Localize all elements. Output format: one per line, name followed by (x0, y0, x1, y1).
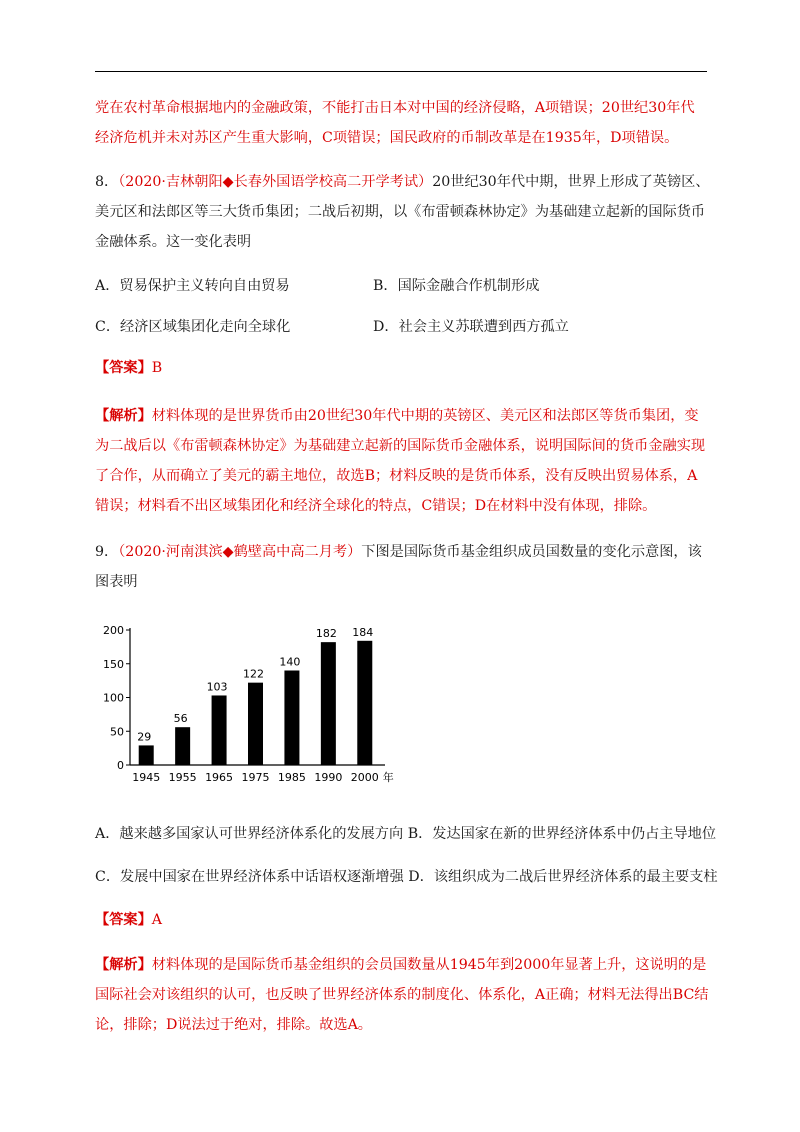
y-tick-label: 200 (103, 624, 124, 637)
option-d: D．社会主义苏联遭到西方孤立 (373, 319, 569, 335)
bar (321, 642, 336, 765)
option-a: A．贸易保护主义转向自由贸易 (95, 278, 290, 294)
option-b: B．国际金融合作机制形成 (373, 278, 540, 294)
analysis-text: 材料体现的是国际货币基金组织的会员国数量从1945年到2000年显著上升，这说明的是 (151, 957, 707, 973)
prev-analysis (95, 93, 707, 153)
bar-data-label: 103 (206, 680, 228, 694)
bar (284, 671, 299, 766)
question-number: 8． (95, 174, 119, 190)
x-tick-label: 1990 (314, 771, 343, 784)
analysis-text: 错误；材料看不出区域集团化和经济全球化的特点，C错误；D在材料中没有体现，排除。 (95, 498, 657, 514)
option-c-d: C．发展中国家在世界经济体系中话语权逐渐增强 D．该组织成为二战后世界经济体系的最主要支柱 (95, 869, 718, 885)
bar (248, 683, 263, 765)
analysis-text: 材料体现的是世界货币由20世纪30年代中期的英镑区、美元区和法郎区等货币集团，变 (151, 408, 699, 424)
question-8-answer (95, 353, 707, 383)
bar (175, 727, 190, 765)
question-text: 20世纪30年代中期，世界上形成了英镑区、 (432, 174, 710, 190)
bar-data-label: 56 (173, 712, 188, 726)
x-tick-label: 2000 (350, 771, 379, 784)
x-tick-label: 1945 (132, 771, 161, 784)
analysis-text: 论，排除；D说法过于绝对，排除。故选A。 (95, 1017, 372, 1033)
question-8-options-row-1 (95, 271, 707, 301)
question-text: 美元区和法郎区等三大货币集团；二战后初期，以《布雷顿森林协定》为基础建立起新的国际货币 (95, 204, 706, 220)
option-a-b: A．越来越多国家认可世界经济体系化的发展方向 B．发达国家在新的世界经济体系中仍占主导地位 (95, 826, 717, 842)
header-rule (95, 71, 707, 72)
question-9-analysis (95, 950, 707, 1040)
y-tick-label: 150 (103, 657, 124, 671)
x-tick-label: 1965 (205, 771, 234, 784)
bar-data-label: 122 (243, 667, 264, 681)
question-9-stem (95, 537, 707, 597)
analysis-label: 【解析】 (95, 957, 152, 973)
bar-data-label: 29 (137, 730, 152, 744)
analysis-text: 为二战后以《布雷顿森林协定》为基础建立起新的国际货币金融体系，说明国际间的货币金融实现 (95, 438, 706, 454)
question-source: （2020·吉林朝阳◆长春外国语学校高二开学考试） (118, 174, 433, 190)
answer-value: A (151, 912, 163, 928)
bar-data-label: 182 (315, 627, 337, 641)
answer-label: 【答案】 (95, 912, 152, 928)
answer-value: B (151, 360, 163, 376)
question-8-stem (95, 167, 710, 257)
bar-data-label: 140 (279, 655, 301, 669)
prev-analysis-line: 党在农村革命根据地内的金融政策，不能打击日本对中国的经济侵略，A项错误；20世纪30年代 (95, 100, 695, 116)
question-9-options-row-2 (95, 862, 718, 892)
x-tick-label: 1955 (168, 771, 197, 784)
imf-members-bar-chart (95, 615, 415, 790)
question-number: 9． (95, 544, 119, 560)
x-unit-label: 年 (382, 771, 394, 784)
question-text: 图表明 (95, 574, 138, 590)
question-text: 下图是国际货币基金组织成员国数量的变化示意图，该 (361, 544, 702, 560)
prev-analysis-line: 经济危机并未对苏区产生重大影响，C项错误；国民政府的币制改革是在1935年，D项错误。 (95, 130, 679, 146)
analysis-text: 国际社会对该组织的认可，也反映了世界经济体系的制度化、体系化，A正确；材料无法得出BC结 (95, 987, 709, 1003)
option-c: C．经济区域集团化走向全球化 (95, 319, 291, 335)
x-tick-label: 1985 (277, 771, 306, 784)
analysis-text: 了合作，从而确立了美元的霸主地位，故选B；材料反映的是货币体系，没有反映出贸易体系，A (95, 468, 698, 484)
y-tick-label: 100 (103, 691, 124, 705)
bar (357, 641, 372, 765)
question-text: 金融体系。这一变化表明 (95, 234, 252, 250)
question-source: （2020·河南淇滨◆鹤壁高中高二月考） (118, 544, 362, 560)
question-9-answer (95, 905, 707, 935)
answer-label: 【答案】 (95, 360, 152, 376)
bar (212, 695, 227, 765)
x-tick-label: 1975 (241, 771, 270, 784)
analysis-label: 【解析】 (95, 408, 152, 424)
bar (139, 745, 154, 765)
question-8-options-row-2 (95, 312, 707, 342)
bar-data-label: 184 (352, 625, 374, 639)
question-9-options-row-1 (95, 819, 717, 849)
question-8-analysis (95, 401, 707, 521)
y-tick-label: 50 (110, 725, 124, 739)
y-tick-label: 0 (117, 759, 124, 772)
